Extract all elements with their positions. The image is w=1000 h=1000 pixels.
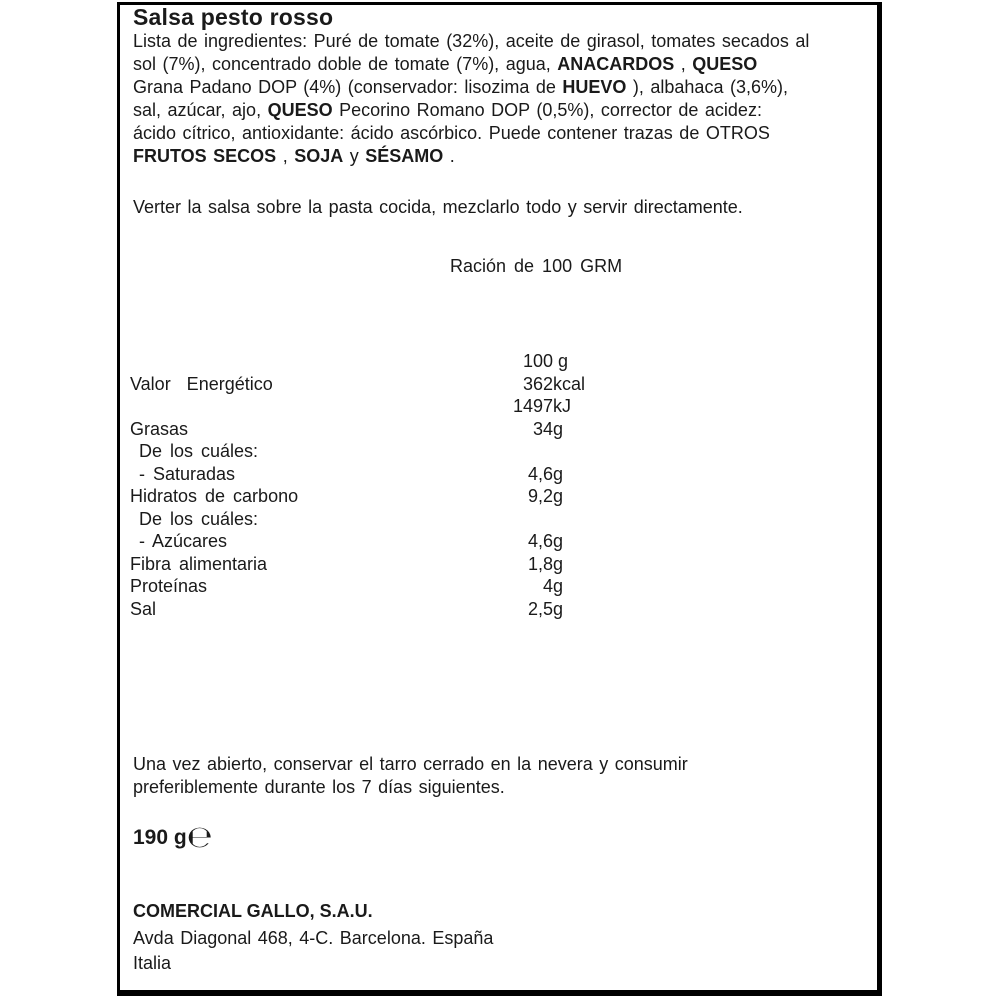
nutrition-unit: g — [553, 486, 564, 506]
manufacturer-name: COMERCIAL GALLO, S.A.U. — [133, 901, 373, 921]
product-title: Salsa pesto rosso — [133, 4, 334, 30]
nutrition-label: Valor Energético — [130, 373, 273, 394]
nutrition-value: 4,6 — [527, 463, 553, 484]
nutrition-unit: g — [553, 576, 564, 596]
nutrition-row — [120, 350, 875, 373]
nutrition-unit: g — [553, 531, 564, 551]
nutrition-value: 100 — [522, 351, 553, 371]
nutrition-value: 362 — [522, 373, 553, 394]
ingredients-line: Grana Padano DOP (4%) (conservador: lisozima de HUEVO ), albahaca (3,6%), — [133, 77, 788, 97]
storage-line-2: preferiblemente durante los 7 días siguientes. — [133, 777, 505, 797]
nutrition-row — [120, 553, 875, 576]
nutrition-label: De los cuáles: — [139, 441, 259, 461]
nutrition-label: - Saturadas — [139, 463, 236, 484]
nutrition-value: 1497 — [512, 396, 553, 416]
nutrition-row — [120, 598, 875, 621]
net-weight-value: 190 g — [133, 826, 187, 849]
storage-line-1: Una vez abierto, conservar el tarro cerrado en la nevera y consumir — [133, 754, 688, 774]
nutrition-label: Proteínas — [130, 576, 208, 596]
nutrition-row — [120, 418, 875, 441]
nutrition-unit: g — [553, 598, 564, 619]
nutrition-value: 1,8 — [527, 553, 553, 574]
manufacturer-address: Avda Diagonal 468, 4-C. Barcelona. España — [133, 928, 494, 948]
product-label-box — [117, 2, 882, 996]
ingredients-line: sal, azúcar, ajo, QUESO Pecorino Romano DOP (0,5%), corrector de acidez: — [133, 100, 762, 120]
nutrition-row — [120, 485, 875, 508]
ingredients-line: ácido cítrico, antioxidante: ácido ascórbico. Puede contener trazas de OTROS — [133, 123, 770, 143]
nutrition-unit: g — [553, 553, 564, 574]
nutrition-value: 2,5 — [527, 598, 553, 619]
nutrition-label: Grasas — [130, 418, 189, 439]
nutrition-label: Hidratos de carbono — [130, 486, 299, 506]
nutrition-unit: g — [553, 463, 564, 484]
nutrition-label: - Azúcares — [139, 531, 228, 551]
nutrition-unit: g — [553, 418, 564, 439]
nutrition-table — [120, 350, 875, 620]
nutrition-unit: g — [553, 351, 569, 371]
net-weight — [133, 820, 213, 855]
nutrition-row — [120, 463, 875, 486]
usage-instructions: Verter la salsa sobre la pasta cocida, mezclarlo todo y servir directamente. — [133, 197, 743, 217]
country-of-origin: Italia — [133, 953, 172, 973]
nutrition-row — [120, 530, 875, 553]
nutrition-label: Fibra alimentaria — [130, 553, 268, 574]
nutrition-row — [120, 373, 875, 396]
nutrition-row — [120, 440, 875, 463]
ingredients-line: Lista de ingredientes: Puré de tomate (32%), aceite de girasol, tomates secados al — [133, 31, 810, 51]
storage-instructions — [133, 753, 688, 799]
ingredients-text — [133, 30, 809, 168]
nutrition-label: Sal — [130, 598, 157, 619]
serving-header: Ración de 100 GRM — [450, 256, 623, 276]
nutrition-value: 9,2 — [527, 486, 553, 506]
nutrition-unit: kJ — [553, 396, 571, 416]
nutrition-unit: kcal — [553, 373, 586, 394]
nutrition-value: 34 — [532, 418, 553, 439]
nutrition-value: 4 — [542, 576, 553, 596]
ingredients-line: FRUTOS SECOS , SOJA y SÉSAMO . — [133, 146, 455, 166]
nutrition-row — [120, 575, 875, 598]
nutrition-row — [120, 508, 875, 531]
nutrition-value: 4,6 — [527, 531, 553, 551]
nutrition-label: De los cuáles: — [139, 508, 259, 529]
estimated-sign: ℮ — [186, 820, 213, 855]
nutrition-row — [120, 395, 875, 418]
ingredients-line: sol (7%), concentrado doble de tomate (7%), agua, ANACARDOS , QUESO — [133, 54, 758, 74]
